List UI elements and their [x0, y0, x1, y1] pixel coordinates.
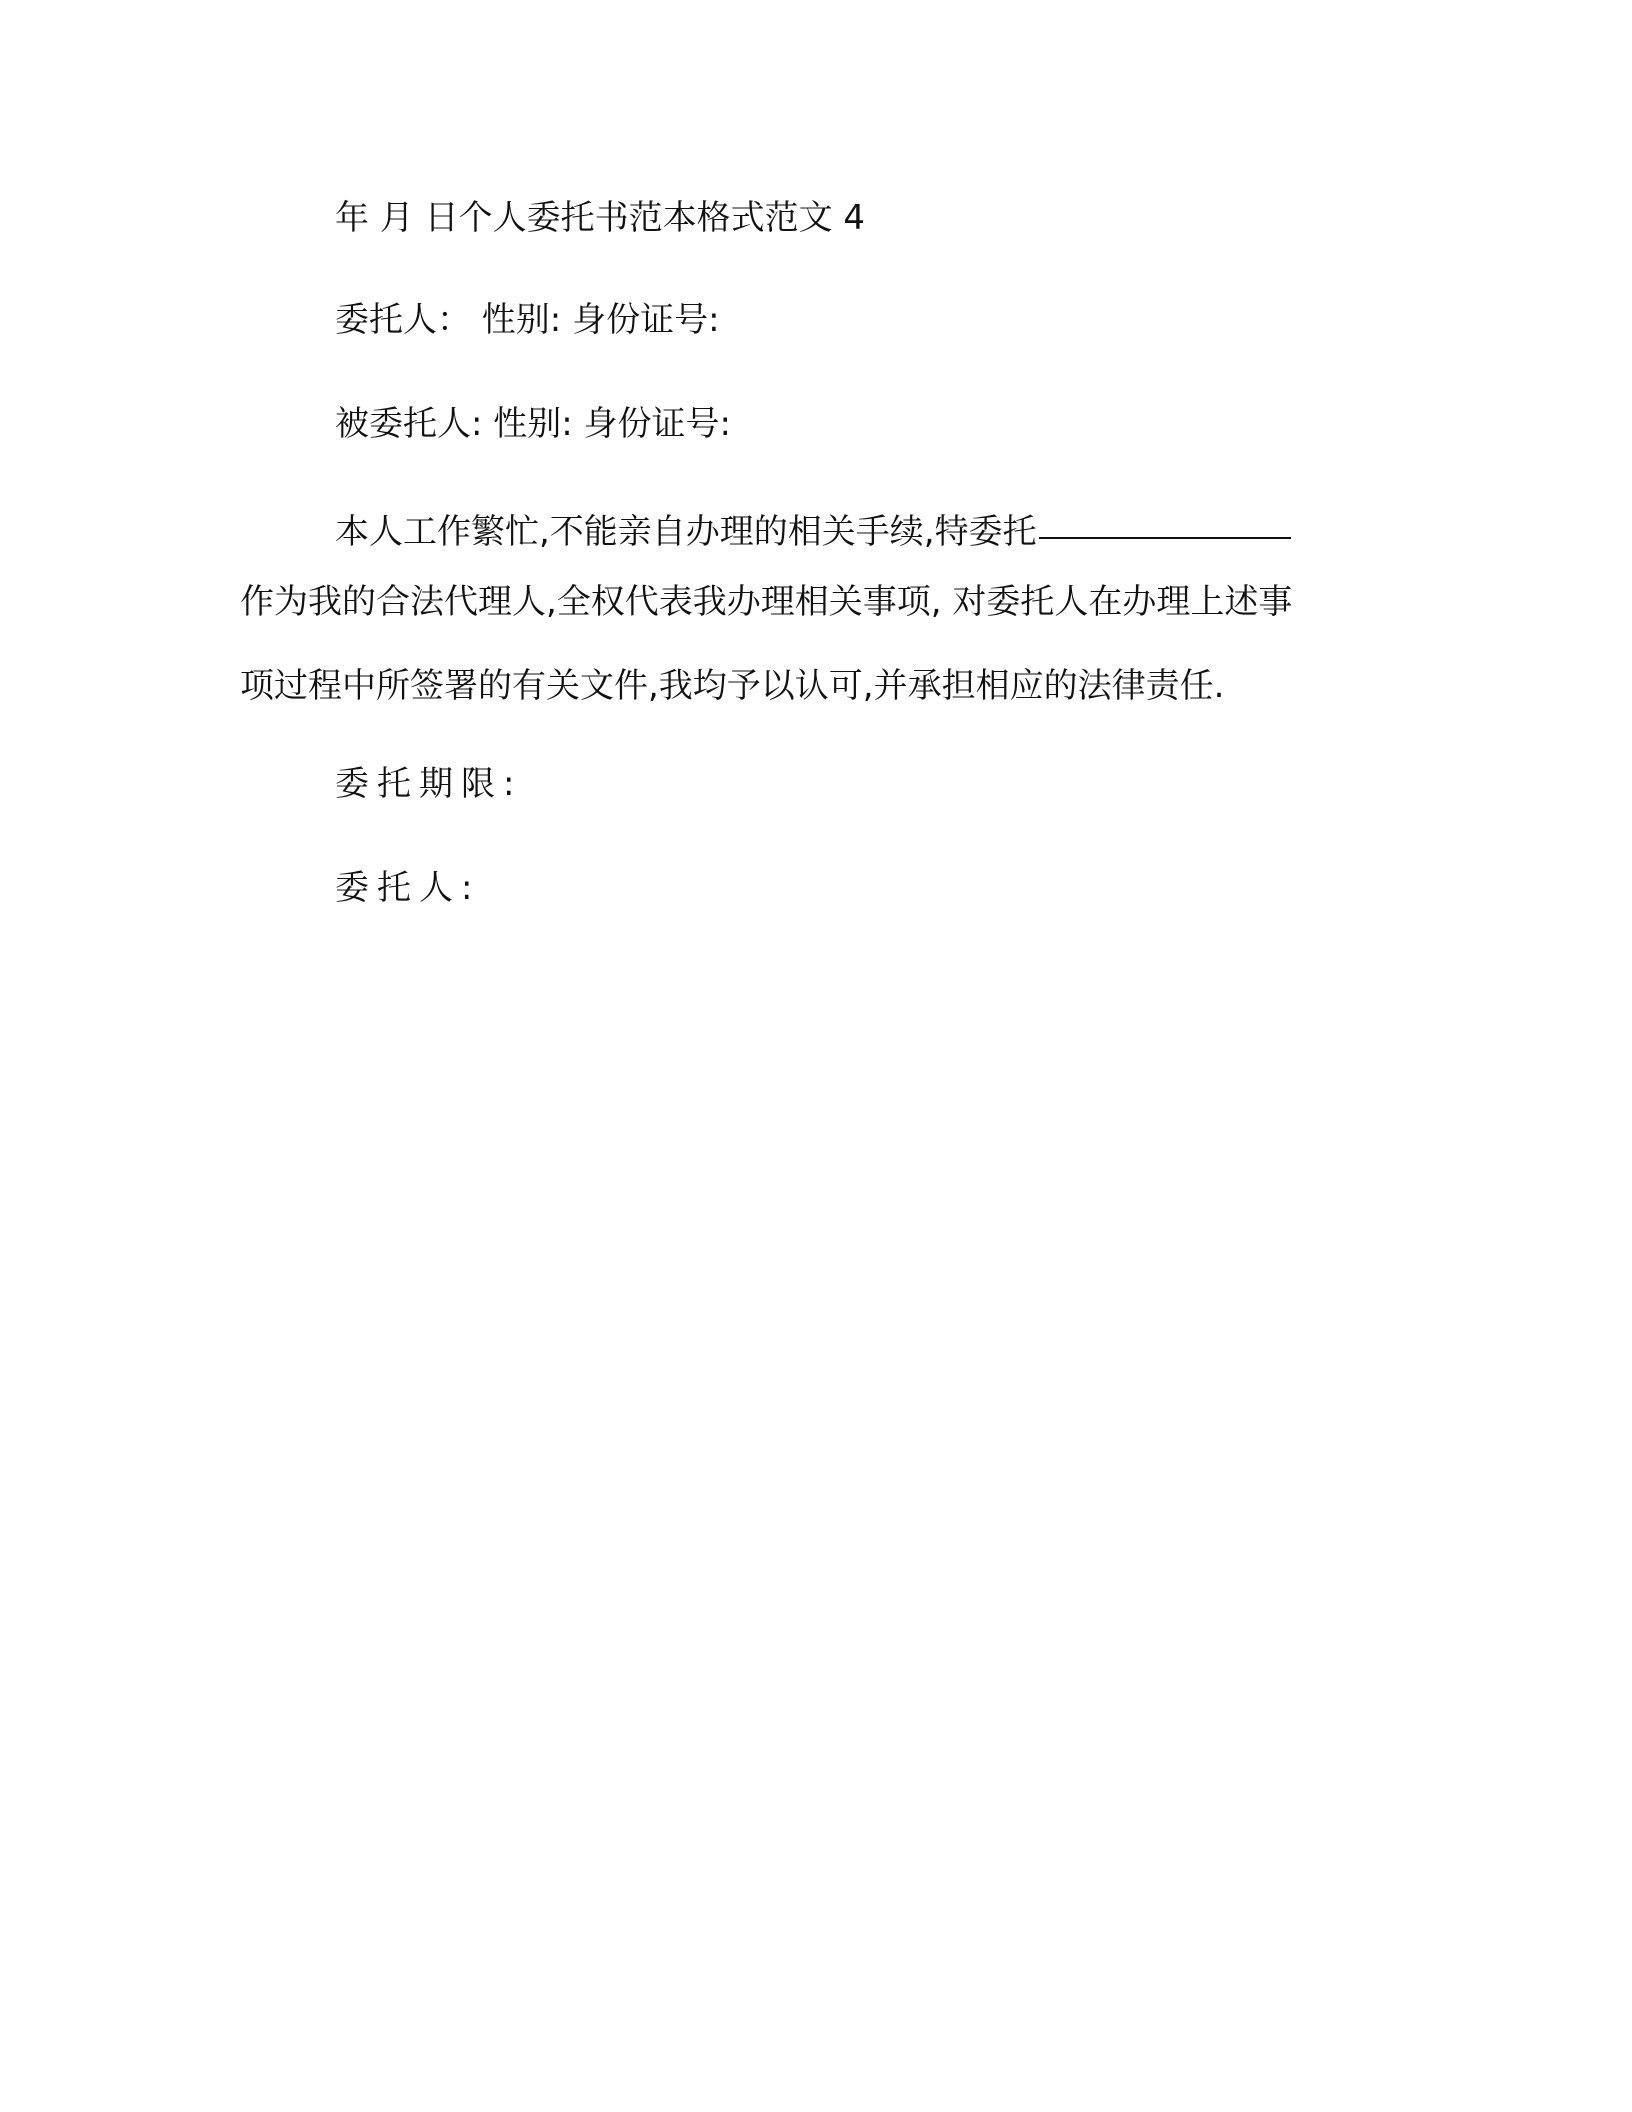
- body-paragraph-line-2: 作为我的合法代理人,全权代表我办理相关事项, 对委托人在办理上述事: [240, 582, 1293, 622]
- agent-name-blank: [1039, 537, 1291, 539]
- body-paragraph-line-3: 项过程中所签署的有关文件,我均予以认可,并承担相应的法律责任.: [240, 666, 1225, 706]
- heading-line: 年 月 日个人委托书范本格式范文 4: [335, 198, 866, 238]
- body-paragraph-line-1: [335, 510, 1291, 554]
- agent-info-line: 被委托人: 性别: 身份证号:: [335, 404, 731, 444]
- signature-label: 委托人:: [335, 868, 481, 908]
- body-text-1: 本人工作繁忙,不能亲自办理的相关手续,特委托: [335, 512, 1037, 552]
- term-label: 委托期限:: [335, 764, 523, 804]
- principal-info-line: 委托人： 性别: 身份证号:: [335, 300, 720, 340]
